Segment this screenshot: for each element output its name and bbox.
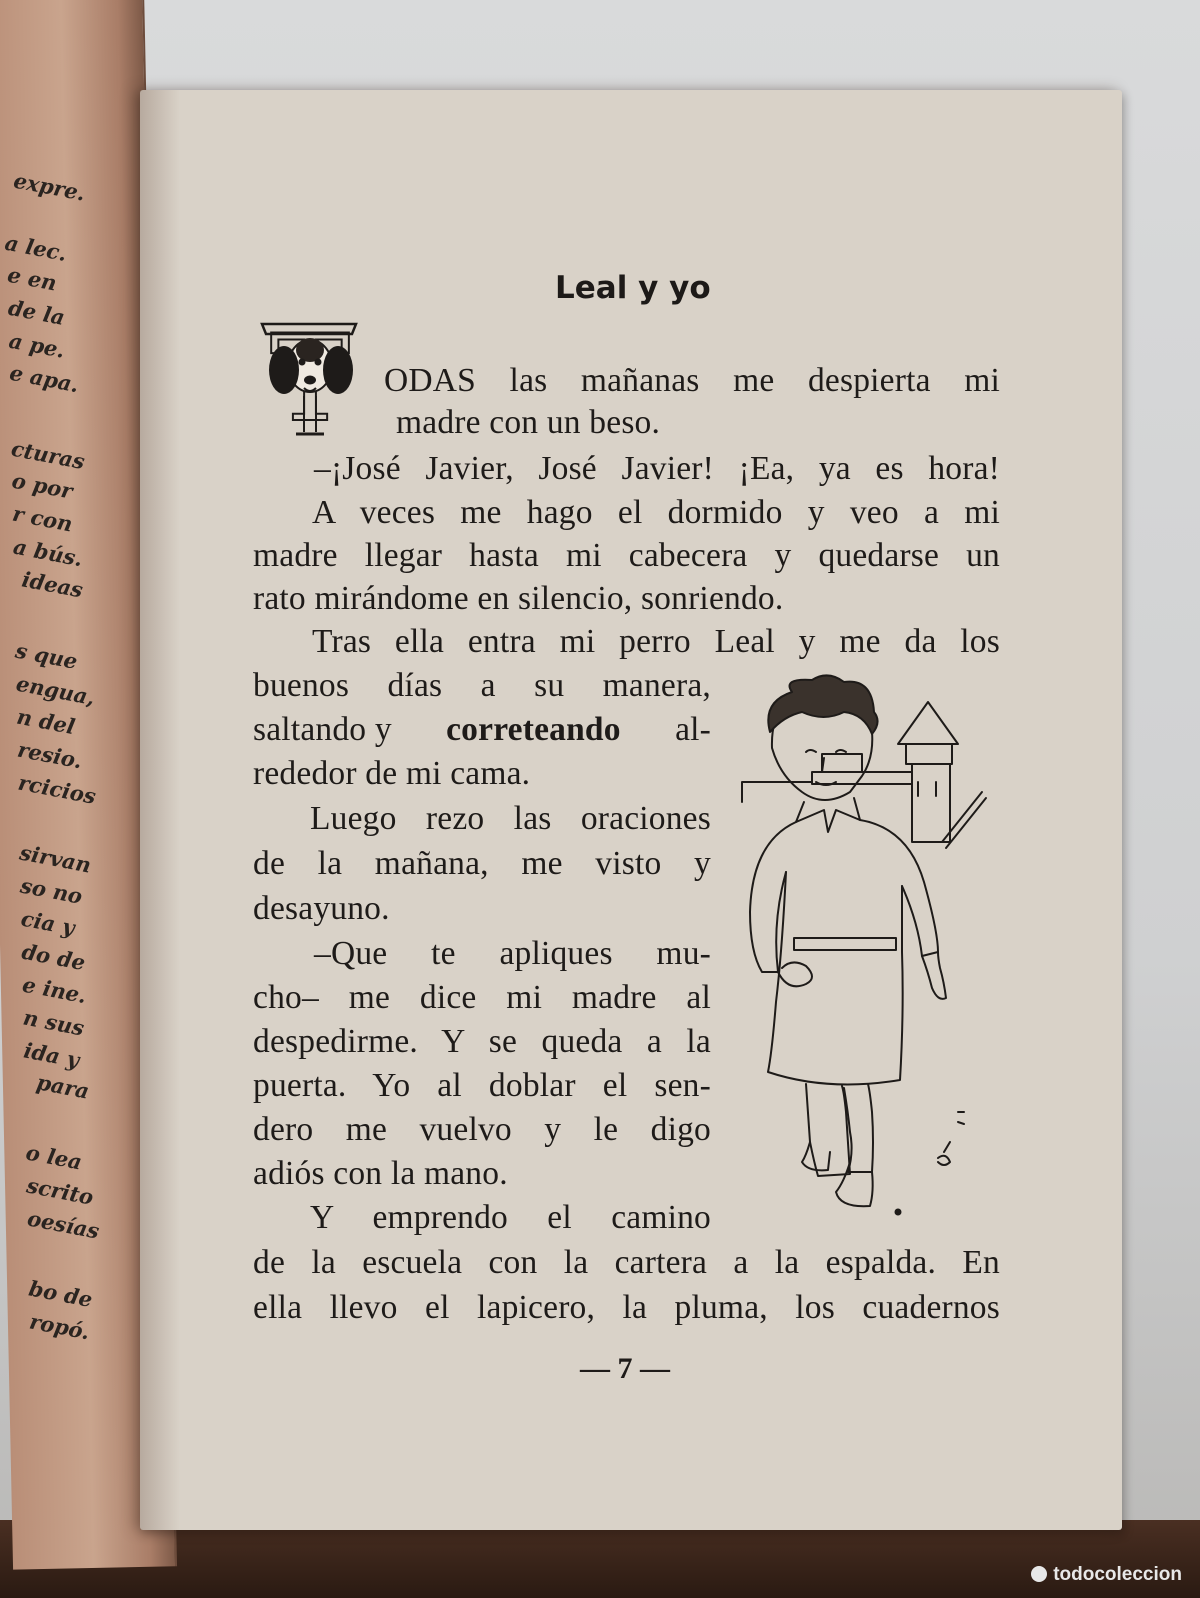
text-line: rato mirándome en silencio, sonriendo. (253, 580, 784, 617)
watermark (1031, 1564, 1182, 1586)
page-number: — 7 — (580, 1352, 670, 1385)
left-page-fragment: e apa. (7, 359, 82, 398)
table-edge (0, 1520, 1200, 1598)
left-page-fragment: de la (6, 294, 67, 330)
text-line: madre con un beso. (396, 404, 661, 441)
left-page-fragment: e ine. (20, 971, 89, 1009)
left-page-fragment: expre. (11, 167, 88, 206)
page-title: Leal y yo (555, 270, 711, 306)
left-page-fragment: r con (10, 500, 75, 537)
left-page-fragment: sirvan (17, 839, 94, 878)
boy-walking-icon (732, 672, 1004, 1232)
text-line: Luego rezo las oraciones (310, 800, 711, 837)
left-page-fragment: e en (5, 261, 59, 296)
left-page-fragment: resio. (15, 736, 85, 774)
left-page-fragment: oesías (25, 1205, 102, 1244)
bold-word: correteando (446, 711, 621, 748)
watermark-text: todocoleccion (1053, 1564, 1182, 1585)
left-page-fragment: engua, (14, 670, 97, 711)
text-line: madre llegar hasta mi cabecera y quedarse un (253, 537, 1000, 574)
left-page-fragment: do de (19, 938, 88, 976)
dog-head-icon (258, 316, 362, 440)
text-line: cho– me dice mi madre al (253, 979, 711, 1016)
left-page-fragment: ideas (19, 566, 86, 603)
text-line: Tras ella entra mi perro Leal y me da los (312, 623, 1000, 660)
text-line: ODAS las mañanas me despierta mi (384, 362, 1000, 399)
text-line: de la escuela con la cartera a la espalda. En (253, 1244, 1000, 1281)
left-page-fragment: a bús. (11, 533, 85, 572)
left-page-fragment: s que (13, 637, 80, 674)
text-line: de la mañana, me visto y (253, 845, 711, 882)
boy-illustration (732, 672, 1004, 1232)
left-page-fragment: o lea (23, 1139, 84, 1175)
left-page-fragment: ropó. (27, 1308, 92, 1345)
text-line: A veces me hago el dormido y veo a mi (312, 494, 1000, 531)
left-page-fragment: n sus (21, 1004, 87, 1041)
left-page-fragment: bo de (26, 1275, 95, 1313)
text-fragment: al- (675, 711, 711, 748)
text-line: puerta. Yo al doblar el sen- (253, 1067, 711, 1104)
text-line: Y emprendo el camino (310, 1199, 711, 1236)
left-page-fragment: para (34, 1069, 92, 1104)
text-fragment: saltando y (253, 711, 392, 748)
text-line: rededor de mi cama. (253, 755, 531, 792)
left-page-fragment: so no (18, 872, 85, 909)
left-page-fragment: scrito (24, 1172, 96, 1210)
text-line (253, 711, 711, 749)
left-page-fragment: o por (9, 467, 75, 504)
left-page-fragment: a lec. (2, 229, 69, 266)
left-page-fragment: a pe. (6, 327, 67, 363)
left-page-fragment: cia y (19, 905, 77, 941)
text-line: desayuno. (253, 890, 390, 927)
text-line: despedirme. Y se queda a la (253, 1023, 711, 1060)
text-line: –¡José Javier, José Javier! ¡Ea, ya es hora! (314, 450, 1000, 487)
text-line: buenos días a su manera, (253, 667, 711, 704)
left-page-fragment: cturas (9, 435, 87, 475)
watermark-logo-icon (1031, 1566, 1047, 1582)
text-line: adiós con la mano. (253, 1155, 508, 1192)
left-page-fragment: n del (14, 703, 78, 740)
text-line: –Que te apliques mu- (314, 935, 711, 972)
drop-cap-dog-illustration (258, 316, 362, 440)
left-page-fragment: rcicios (16, 769, 98, 809)
text-line: ella llevo el lapicero, la pluma, los cuadernos (253, 1289, 1000, 1326)
left-page-fragment: ida y (21, 1037, 82, 1073)
text-line: dero me vuelvo y le digo (253, 1111, 711, 1148)
